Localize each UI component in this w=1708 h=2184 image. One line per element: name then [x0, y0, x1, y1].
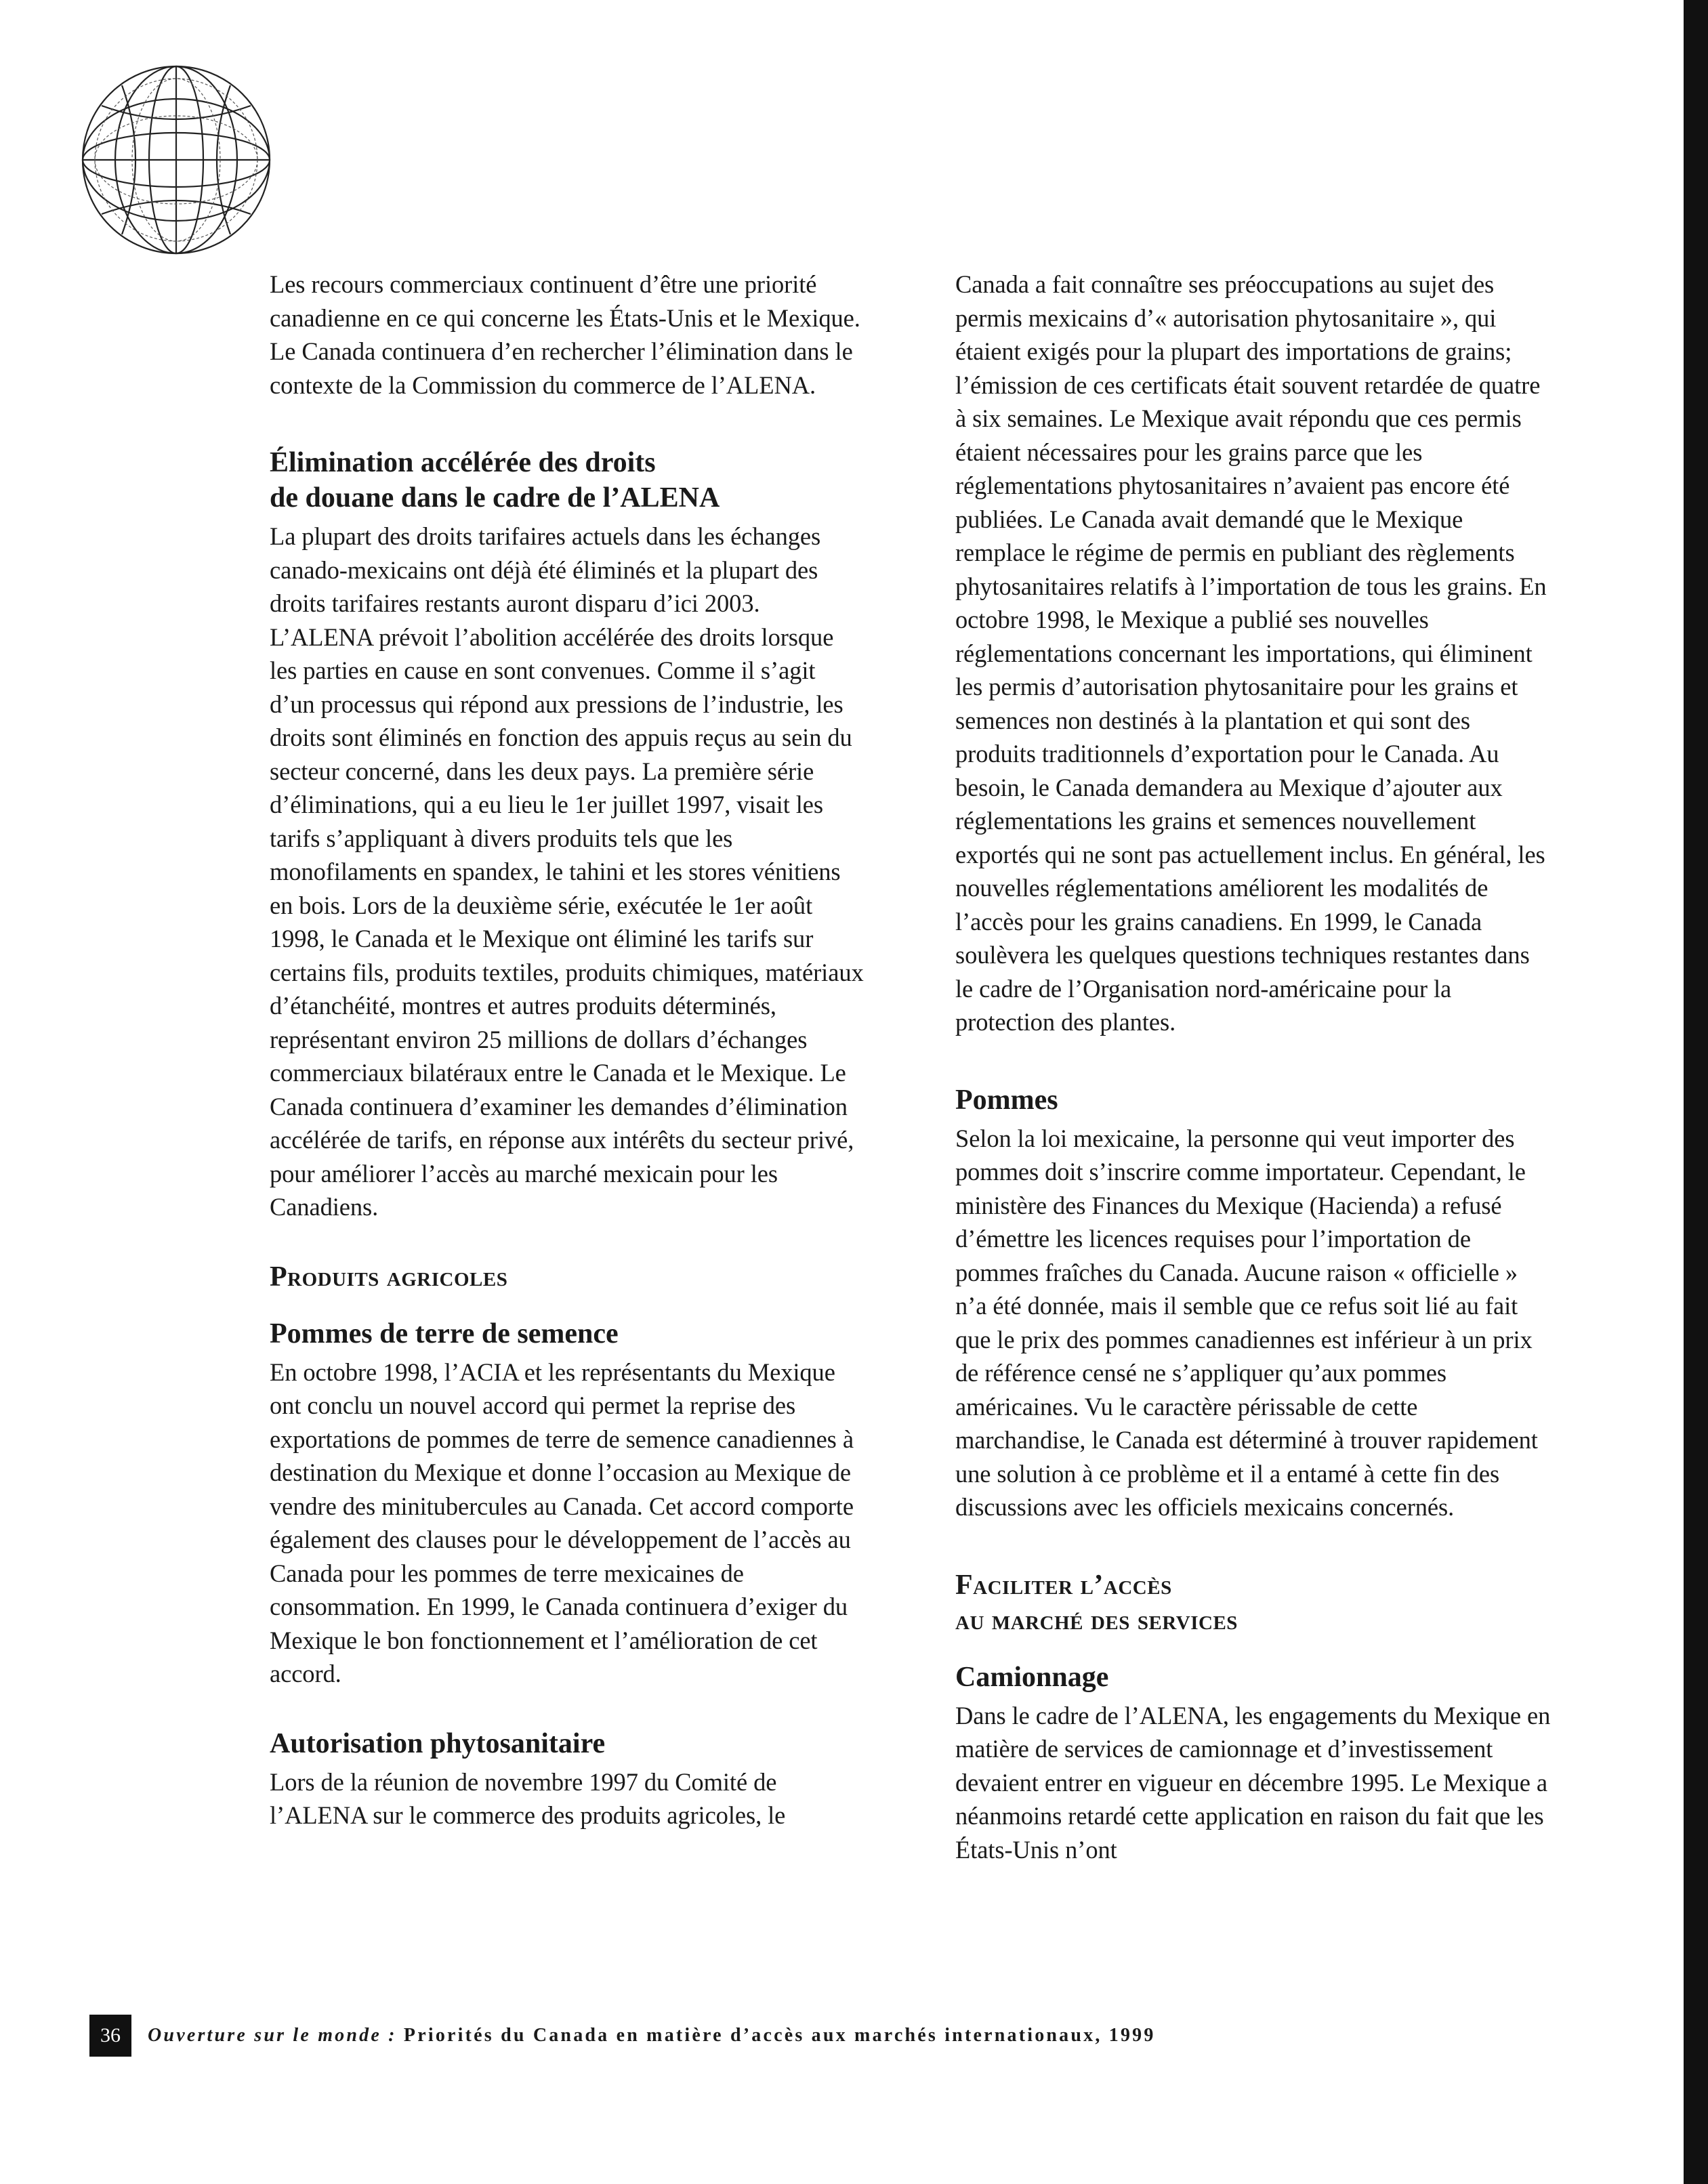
trucking-paragraph: Dans le cadre de l’ALENA, les engagements du Mexique en matière de services de camionnage et d’investissement devaient entrer en vigueur en décembre 1995. Le Mexique a néanmoins retardé cette application en raison du fait que les États-Unis n’ont	[955, 1701, 1551, 1864]
heading-apples: Pommes	[955, 1084, 1058, 1116]
section-agricultural-products: Produits agricoles	[270, 1261, 508, 1293]
phytosanitary-paragraph-start: Lors de la réunion de novembre 1997 du Comité de l’ALENA sur le commerce des produits agricoles, le	[270, 1767, 786, 1829]
heading-seed-potatoes: Pommes de terre de semence	[270, 1318, 619, 1349]
page-footer	[89, 2015, 1648, 2057]
left-column	[270, 268, 866, 1832]
heading-tariff-acceleration: Élimination accélérée des droits de douane dans le cadre de l’ALENA	[270, 447, 720, 513]
intro-paragraph: Les recours commerciaux continuent d’être une priorité canadienne en ce qui concerne les États-Unis et le Mexique. Le Canada continuera d’en rechercher l’élimination dans le contexte de la Commission du commerce de l’ALENA.	[270, 270, 860, 399]
phytosanitary-paragraph-continued: Canada a fait connaître ses préoccupations au sujet des permis mexicains d’« autorisation phytosanitaire », qui étaient exigés pour la plupart des importations de grains; l’émission de ces certificats était souvent retardée de quatre à six semaines. Le Mexique avait répondu que ces permis étaient nécessaires pour les grains parce que les réglementations phytosanitaires n’avaient pas encore été publiées. Le Canada avait demandé que le Mexique remplace le régime de permis en publiant des règlements phytosanitaires relatifs à l’importation de tous les grains. En octobre 1998, le Mexique a publié ses nouvelles réglementations concernant les importations, qui éliminent les permis d’autorisation phytosanitaire pour les grains et semences non destinés à la plantation et qui sont des produits traditionnels d’exportation pour le Canada. Au besoin, le Canada demandera au Mexique d’ajouter aux réglementations les grains et semences nouvellement exportés qui ne sont pas actuellement inclus. En général, les nouvelles réglementations améliorent les modalités de l’accès pour les grains canadiens. En 1999, le Canada soulèvera les quelques questions techniques restantes dans le cadre de l’Organisation nord-américaine pour la protection des plantes.	[955, 270, 1547, 1036]
globe-logo-icon	[75, 58, 278, 261]
seed-potatoes-paragraph: En octobre 1998, l’ACIA et les représentants du Mexique ont conclu un nouvel accord qui permet la reprise des exportations de pommes de terre de semence canadiennes à destination du Mexique et donne l’occasion au Mexique de vendre des minitubercules au Canada. Cet accord comporte également des clauses pour le développement de l’accès au Canada pour les pommes de terre mexicaines de consommation. En 1999, le Canada continuera d’exiger du Mexique le bon fonctionnement et l’amélioration de cet accord.	[270, 1358, 854, 1687]
page-number: 36	[89, 2015, 131, 2057]
tariff-paragraph: La plupart des droits tarifaires actuels dans les échanges canado-mexicains ont déjà été éliminés et la plupart des droits tarifaires restants auront disparu d’ici 2003. L’ALENA prévoit l’abolition accélérée des droits lorsque les parties en cause en sont convenues. Comme il s’agit d’un processus qui répond aux pressions de l’industrie, les droits sont éliminés en fonction des appuis reçus au sein du secteur concerné, dans les deux pays. La première série d’éliminations, qui a eu lieu le 1er juillet 1997, visait les tarifs s’appliquant à divers produits tels que les monofilaments en spandex, le tahini et les stores vénitiens en bois. Lors de la deuxième série, exécutée le 1er août 1998, le Canada et le Mexique ont éliminé les tarifs sur certains fils, produits textiles, produits chimiques, matériaux d’étanchéité, montres et autres produits déterminés, représentant environ 25 millions de dollars d’échanges commerciaux bilatéraux entre le Canada et le Mexique. Le Canada continuera d’examiner les demandes d’élimination accélérée de tarifs, en réponse aux intérêts du secteur privé, pour améliorer l’accès au marché mexicain pour les Canadiens.	[270, 522, 864, 1221]
apples-paragraph: Selon la loi mexicaine, la personne qui veut importer des pommes doit s’inscrire comme importateur. Cependant, le ministère des Finances du Mexique (Hacienda) a refusé d’émettre les licences requises pour l’importation de pommes fraîches du Canada. Aucune raison « officielle » n’a été donnée, mais il semble que ce refus soit lié au fait que le prix des pommes canadiennes est inférieur à un prix de référence censé ne s’appliquer qu’aux pommes américaines. Vu le caractère périssable de cette marchandise, le Canada est déterminé à trouver rapidement une solution à ce problème et il a entamé à cette fin des discussions avec les officiels mexicains concernés.	[955, 1124, 1538, 1521]
footer-title: Ouverture sur le monde : Priorités du Canada en matière d’accès aux marchés internationaux, 1999	[148, 2025, 1156, 2046]
right-column	[955, 268, 1551, 1866]
heading-phytosanitary: Autorisation phytosanitaire	[270, 1727, 606, 1759]
page-edge-bar	[1684, 0, 1708, 2184]
heading-trucking: Camionnage	[955, 1661, 1109, 1693]
section-services-access: Faciliter l’accès au marché des services	[955, 1569, 1238, 1636]
